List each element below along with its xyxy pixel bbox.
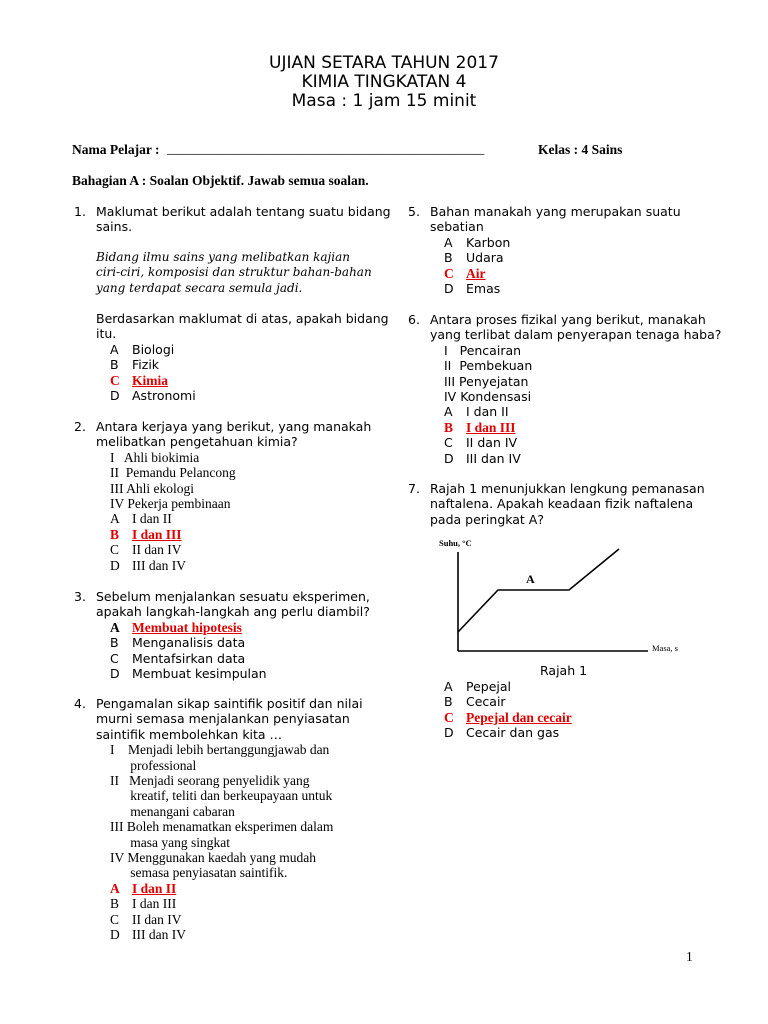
heating-curve-line [458, 549, 619, 632]
page-number: 1 [686, 949, 693, 964]
question-text: yang terlibat dalam penyerapan tenaga haba? [430, 327, 722, 343]
option-b: B Fizik [110, 357, 160, 373]
option-d: D III dan IV [444, 450, 521, 466]
roman-item: IV Kondensasi [444, 389, 532, 405]
option-b: B I dan III [110, 896, 177, 912]
question-text: saintifik membolehkan kita … [96, 726, 283, 742]
question-text: Antara kerjaya yang berikut, yang manakah [96, 419, 372, 434]
option-a-answer: A Membuat hipotesis [110, 619, 242, 635]
question-number: 2. [74, 419, 86, 434]
x-axis-label: Masa, s [652, 643, 678, 653]
question-text: murni semasa menjalankan penyiasatan [96, 711, 350, 727]
roman-item: semasa penyiasatan saintifik. [110, 865, 288, 881]
roman-item: II Pembekuan [444, 358, 533, 374]
option-b: B Menganalisis data [110, 635, 246, 651]
question-number: 4. [74, 696, 86, 711]
question-number: 7. [408, 481, 420, 496]
roman-item: III Boleh menamatkan eksperimen dalam [110, 819, 334, 835]
section-heading: Bahagian A : Soalan Objektif. Jawab semua soalan. [72, 173, 369, 188]
question-text: pada peringkat A? [430, 511, 544, 527]
question-text: sebatian [430, 219, 484, 235]
question-text: naftalena. Apakah keadaan fizik naftalena [430, 496, 694, 512]
student-name-blank: _______________________________________________ [167, 141, 485, 156]
option-d: D III dan IV [110, 557, 186, 573]
option-b-answer: B I dan III [444, 419, 516, 435]
question-7-options [430, 679, 572, 741]
option-c-answer: C Pepejal dan cecair [444, 709, 572, 725]
roman-item: IV Pekerja pembinaan [110, 496, 231, 512]
question-text: Sebelum menjalankan sesuatu eksperimen, [96, 589, 370, 604]
roman-item: I Menjadi lebih bertanggungjawab dan [110, 742, 330, 758]
option-d: D III dan IV [110, 927, 186, 943]
quote-text: yang terdapat secara semula jadi. [96, 280, 303, 295]
option-c: C II dan IV [444, 435, 518, 451]
question-text: Antara proses fizikal yang berikut, manakah [430, 312, 706, 327]
question-text: Pengamalan sikap saintifik positif dan nilai [96, 696, 363, 711]
option-a: A Biologi [110, 341, 175, 357]
roman-item: IV Menggunakan kaedah yang mudah [110, 850, 316, 866]
exam-subject: KIMIA TINGKATAN 4 [301, 72, 467, 92]
class-label: Kelas : 4 Sains [538, 142, 623, 157]
option-d: D Cecair dan gas [444, 725, 560, 741]
option-c-answer: C Air [444, 265, 486, 281]
roman-item: II Menjadi seorang penyelidik yang [110, 773, 310, 789]
figure-caption: Rajah 1 [540, 663, 588, 678]
roman-item: menangani cabaran [110, 803, 235, 819]
question-text: apakah langkah-langkah ang perlu diambil? [96, 604, 370, 620]
roman-item: III Penyejatan [444, 373, 529, 389]
stage-a-label: A [526, 572, 535, 586]
roman-item: II Pemandu Pelancong [110, 465, 236, 481]
quote-text: Bidang ilmu sains yang melibatkan kajian [96, 249, 350, 264]
option-c: C Mentafsirkan data [110, 650, 246, 666]
quote-text: ciri-ciri, komposisi dan struktur bahan-bahan [96, 265, 372, 280]
question-number: 6. [408, 312, 420, 327]
question-text: melibatkan pengetahuan kimia? [96, 434, 298, 450]
question-number: 5. [408, 204, 420, 219]
option-c-answer: C Kimia [110, 372, 168, 388]
question-text: itu. [96, 326, 117, 342]
student-name-label: Nama Pelajar : [72, 142, 160, 157]
question-text: sains. [96, 219, 133, 235]
roman-item: professional [110, 757, 197, 773]
option-a: A Pepejal [444, 679, 512, 694]
question-number: 3. [74, 589, 86, 604]
roman-item: I Ahli biokimia [110, 449, 200, 465]
option-b: B Udara [444, 250, 504, 266]
heating-curve-diagram [430, 530, 700, 660]
option-d: D Membuat kesimpulan [110, 666, 267, 682]
option-a: A I dan II [110, 511, 172, 527]
option-a: A Karbon [444, 234, 511, 250]
option-c: C II dan IV [110, 911, 182, 927]
y-axis-label: Suhu, °C [439, 538, 472, 548]
option-a: A I dan II [444, 404, 509, 420]
question-text: Maklumat berikut adalah tentang suatu bidang [96, 204, 391, 219]
roman-item: masa yang singkat [110, 834, 230, 850]
roman-item: I Pencairan [444, 342, 522, 358]
option-c: C II dan IV [110, 542, 182, 558]
option-d: D Emas [444, 281, 501, 297]
option-b-answer: B I dan III [110, 526, 182, 542]
roman-item: III Ahli ekologi [110, 480, 194, 496]
question-number: 1. [74, 204, 86, 219]
option-b: B Cecair [444, 694, 506, 710]
option-a-answer: A I dan II [110, 880, 177, 896]
roman-item: kreatif, teliti dan berkeupayaan untuk [110, 788, 333, 804]
question-text: Rajah 1 menunjukkan lengkung pemanasan [430, 481, 705, 496]
question-text: Bahan manakah yang merupakan suatu [430, 204, 681, 219]
exam-title: UJIAN SETARA TAHUN 2017 [269, 53, 499, 73]
option-d: D Astronomi [110, 388, 196, 404]
exam-duration: Masa : 1 jam 15 minit [291, 91, 477, 111]
question-text: Berdasarkan maklumat di atas, apakah bidang [96, 311, 389, 327]
